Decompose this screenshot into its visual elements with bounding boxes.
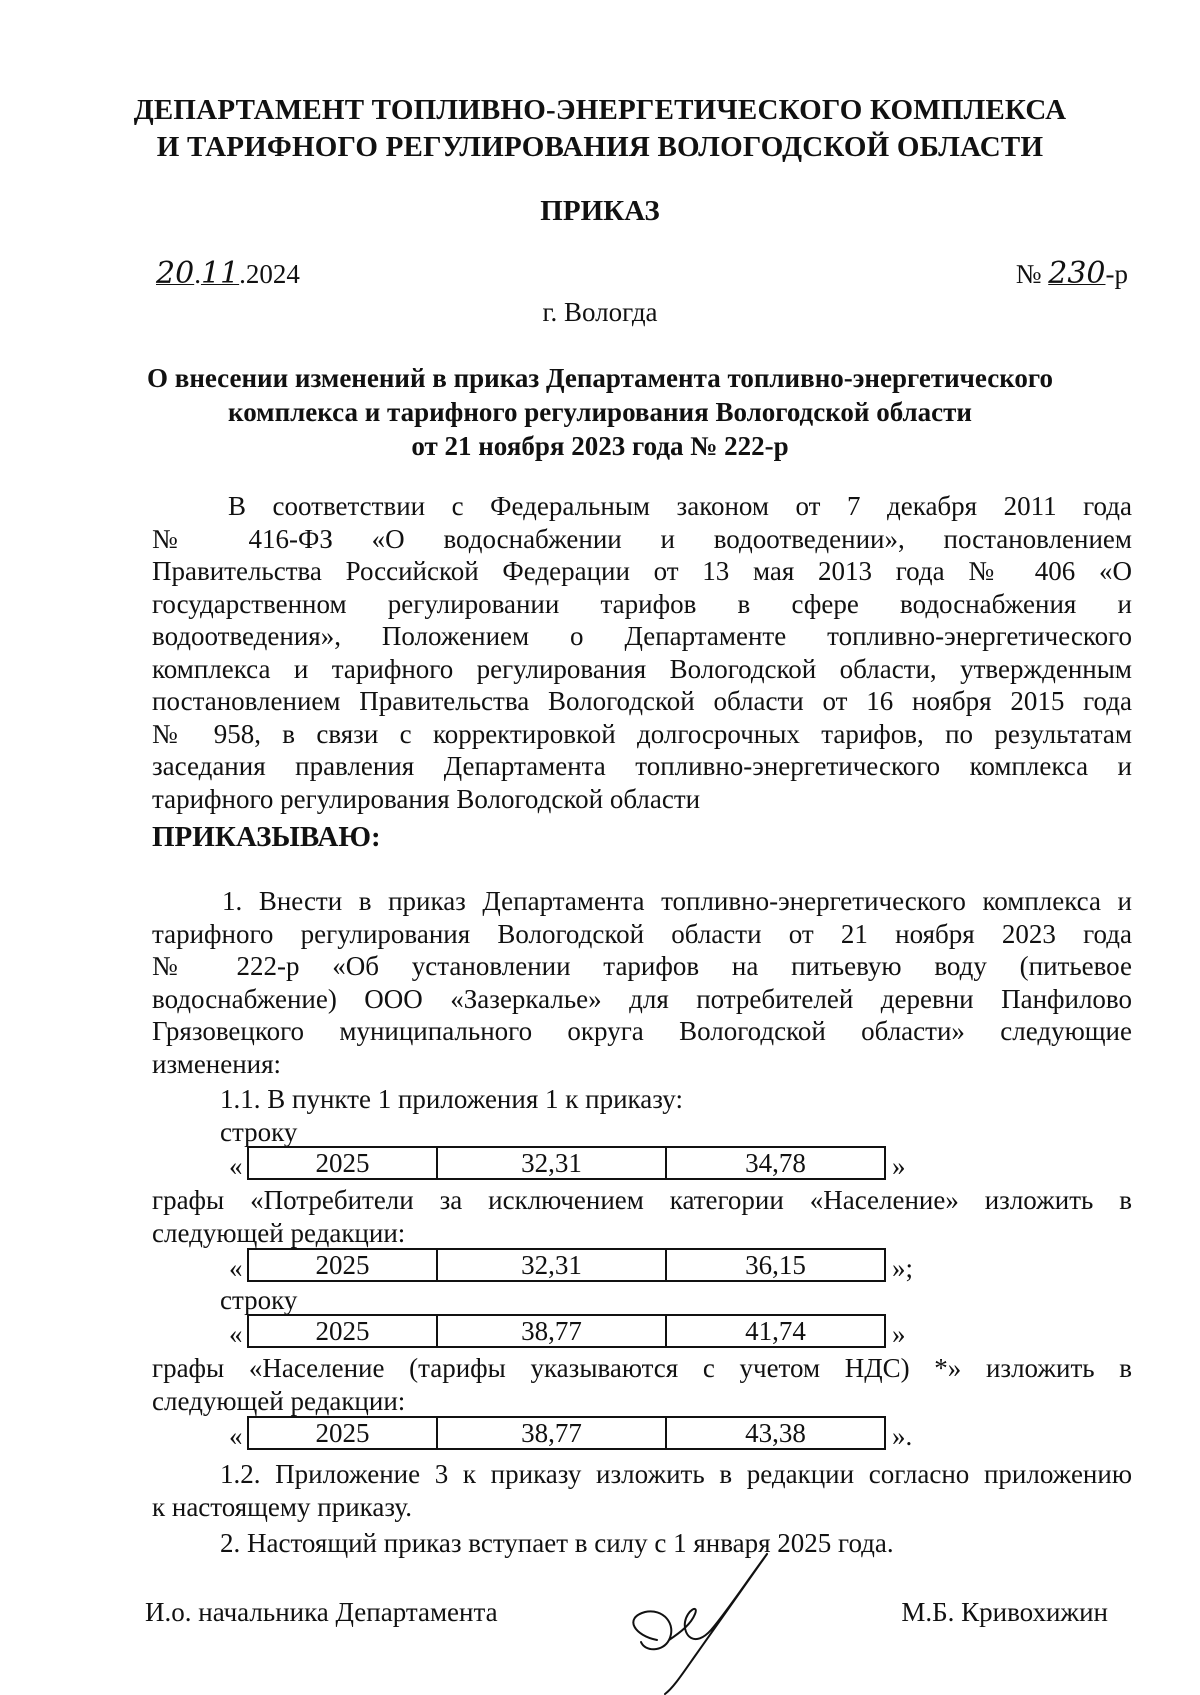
item-1-1: 1.1. В пункте 1 приложения 1 к приказу: — [220, 1084, 683, 1114]
cell-value: 43,38 — [745, 1418, 806, 1448]
preamble-line: водоотведения», Положением о Департаменте топливно-энергетического — [152, 621, 1132, 651]
cell-year: 2025 — [249, 1418, 438, 1448]
open-quote: « — [229, 1319, 243, 1349]
preamble-line: № 958, в связи с корректировкой долгосрочных тарифов, по результатам — [152, 718, 1132, 749]
signatory-position: И.о. начальника Департамента — [145, 1597, 498, 1627]
department-name-line1: ДЕПАРТАМЕНТ ТОПЛИВНО-ЭНЕРГЕТИЧЕСКОГО КОМПЛЕКСА — [133, 94, 1067, 126]
item1-line: тарифного регулирования Вологодской области от 21 ноября 2023 года — [152, 918, 1132, 949]
item1-line: Грязовецкого муниципального округа Вологодской области» следующие — [152, 1016, 1132, 1046]
graph1-line: графы «Потребители за исключением категории «Население» изложить в — [152, 1185, 1132, 1215]
cell-year: 2025 — [249, 1316, 438, 1346]
graph2-line: следующей редакции: — [152, 1385, 406, 1416]
close-quote: »; — [892, 1253, 914, 1283]
tariff-row-1 — [247, 1146, 886, 1180]
item1-line: водоснабжение) ООО «Зазеркалье» для потребителей деревни Панфилово — [152, 983, 1132, 1014]
cell-value: 41,74 — [745, 1316, 806, 1346]
signatory-name: М.Б. Кривохижин — [901, 1597, 1108, 1627]
tariff-row-4 — [247, 1416, 886, 1450]
graph1-line: следующей редакции: — [152, 1217, 406, 1248]
cell-value: 38,77 — [438, 1316, 667, 1346]
preamble — [152, 490, 1132, 815]
order-word: ПРИКАЗЫВАЮ: — [152, 821, 381, 853]
graph-2 — [152, 1352, 1132, 1417]
cell-value: 32,31 — [438, 1148, 667, 1178]
cell-value: 38,77 — [438, 1418, 667, 1448]
handwritten-signature — [615, 1548, 785, 1695]
word-row-1: строку — [220, 1117, 298, 1147]
cell-value: 32,31 — [438, 1250, 667, 1280]
graph2-line: графы «Население (тарифы указываются с учетом НДС) *» изложить в — [152, 1353, 1132, 1383]
document-type: ПРИКАЗ — [540, 195, 660, 227]
item1-line: 1. Внести в приказ Департамента топливно-энергетического комплекса и — [222, 886, 1132, 916]
open-quote: « — [229, 1253, 243, 1283]
close-quote: » — [892, 1319, 906, 1349]
item1-2-line: к настоящему приказу. — [152, 1491, 412, 1522]
close-quote: ». — [892, 1421, 913, 1451]
city: г. Вологда — [542, 297, 658, 327]
tariff-row-2 — [247, 1248, 886, 1282]
cell-year: 2025 — [249, 1250, 438, 1280]
cell-year: 2025 — [249, 1148, 438, 1178]
department-name-line2: И ТАРИФНОГО РЕГУЛИРОВАНИЯ ВОЛОГОДСКОЙ ОБЛАСТИ — [156, 131, 1044, 163]
item1-line: изменения: — [152, 1048, 282, 1079]
date-day: 20 — [156, 256, 195, 291]
subject-line3: от 21 ноября 2023 года № 222-р — [411, 431, 789, 461]
preamble-line: комплекса и тарифного регулирования Вологодской области, утвержденным — [152, 653, 1132, 684]
preamble-line: В соответствии с Федеральным законом от 7 декабря 2011 года — [228, 491, 1132, 521]
tariff-row-3 — [247, 1314, 886, 1348]
preamble-line: постановлением Правительства Вологодской области от 16 ноября 2015 года — [152, 686, 1132, 716]
close-quote: » — [892, 1151, 906, 1181]
preamble-line: государственном регулировании тарифов в сфере водоснабжения и — [152, 588, 1132, 619]
number-value: 230 — [1048, 256, 1106, 291]
item1-line: № 222-р «Об установлении тарифов на питьевую воду (питьевое — [152, 951, 1132, 981]
preamble-line: № 416-ФЗ «О водоснабжении и водоотведении», постановлением — [152, 523, 1132, 554]
date-year: .2024 — [239, 259, 300, 289]
item-1 — [152, 885, 1132, 1080]
cell-value: 36,15 — [745, 1250, 806, 1280]
preamble-line: Правительства Российской Федерации от 13 мая 2013 года № 406 «О — [152, 556, 1132, 586]
number-prefix: № — [1015, 259, 1042, 289]
preamble-line: заседания правления Департамента топливно-энергетического комплекса и — [152, 751, 1132, 781]
graph-1 — [152, 1184, 1132, 1249]
subject-line1: О внесении изменений в приказ Департамента топливно-энергетического — [146, 363, 1053, 393]
word-row-2: строку — [220, 1285, 298, 1315]
cell-value: 34,78 — [745, 1148, 806, 1178]
item-2: 2. Настоящий приказ вступает в силу с 1 января 2025 года. — [220, 1528, 894, 1558]
date-month: 11 — [200, 256, 240, 291]
open-quote: « — [229, 1151, 243, 1181]
open-quote: « — [229, 1421, 243, 1451]
preamble-line: тарифного регулирования Вологодской области — [152, 783, 701, 814]
item-1-2 — [152, 1458, 1132, 1523]
order-date: 20.11.2024 — [156, 256, 300, 291]
order-number — [1016, 258, 1128, 290]
number-suffix: -р — [1105, 259, 1128, 289]
item1-2-line: 1.2. Приложение 3 к приказу изложить в редакции согласно приложению — [220, 1459, 1132, 1489]
subject-line2: комплекса и тарифного регулирования Вологодской области — [228, 397, 972, 427]
